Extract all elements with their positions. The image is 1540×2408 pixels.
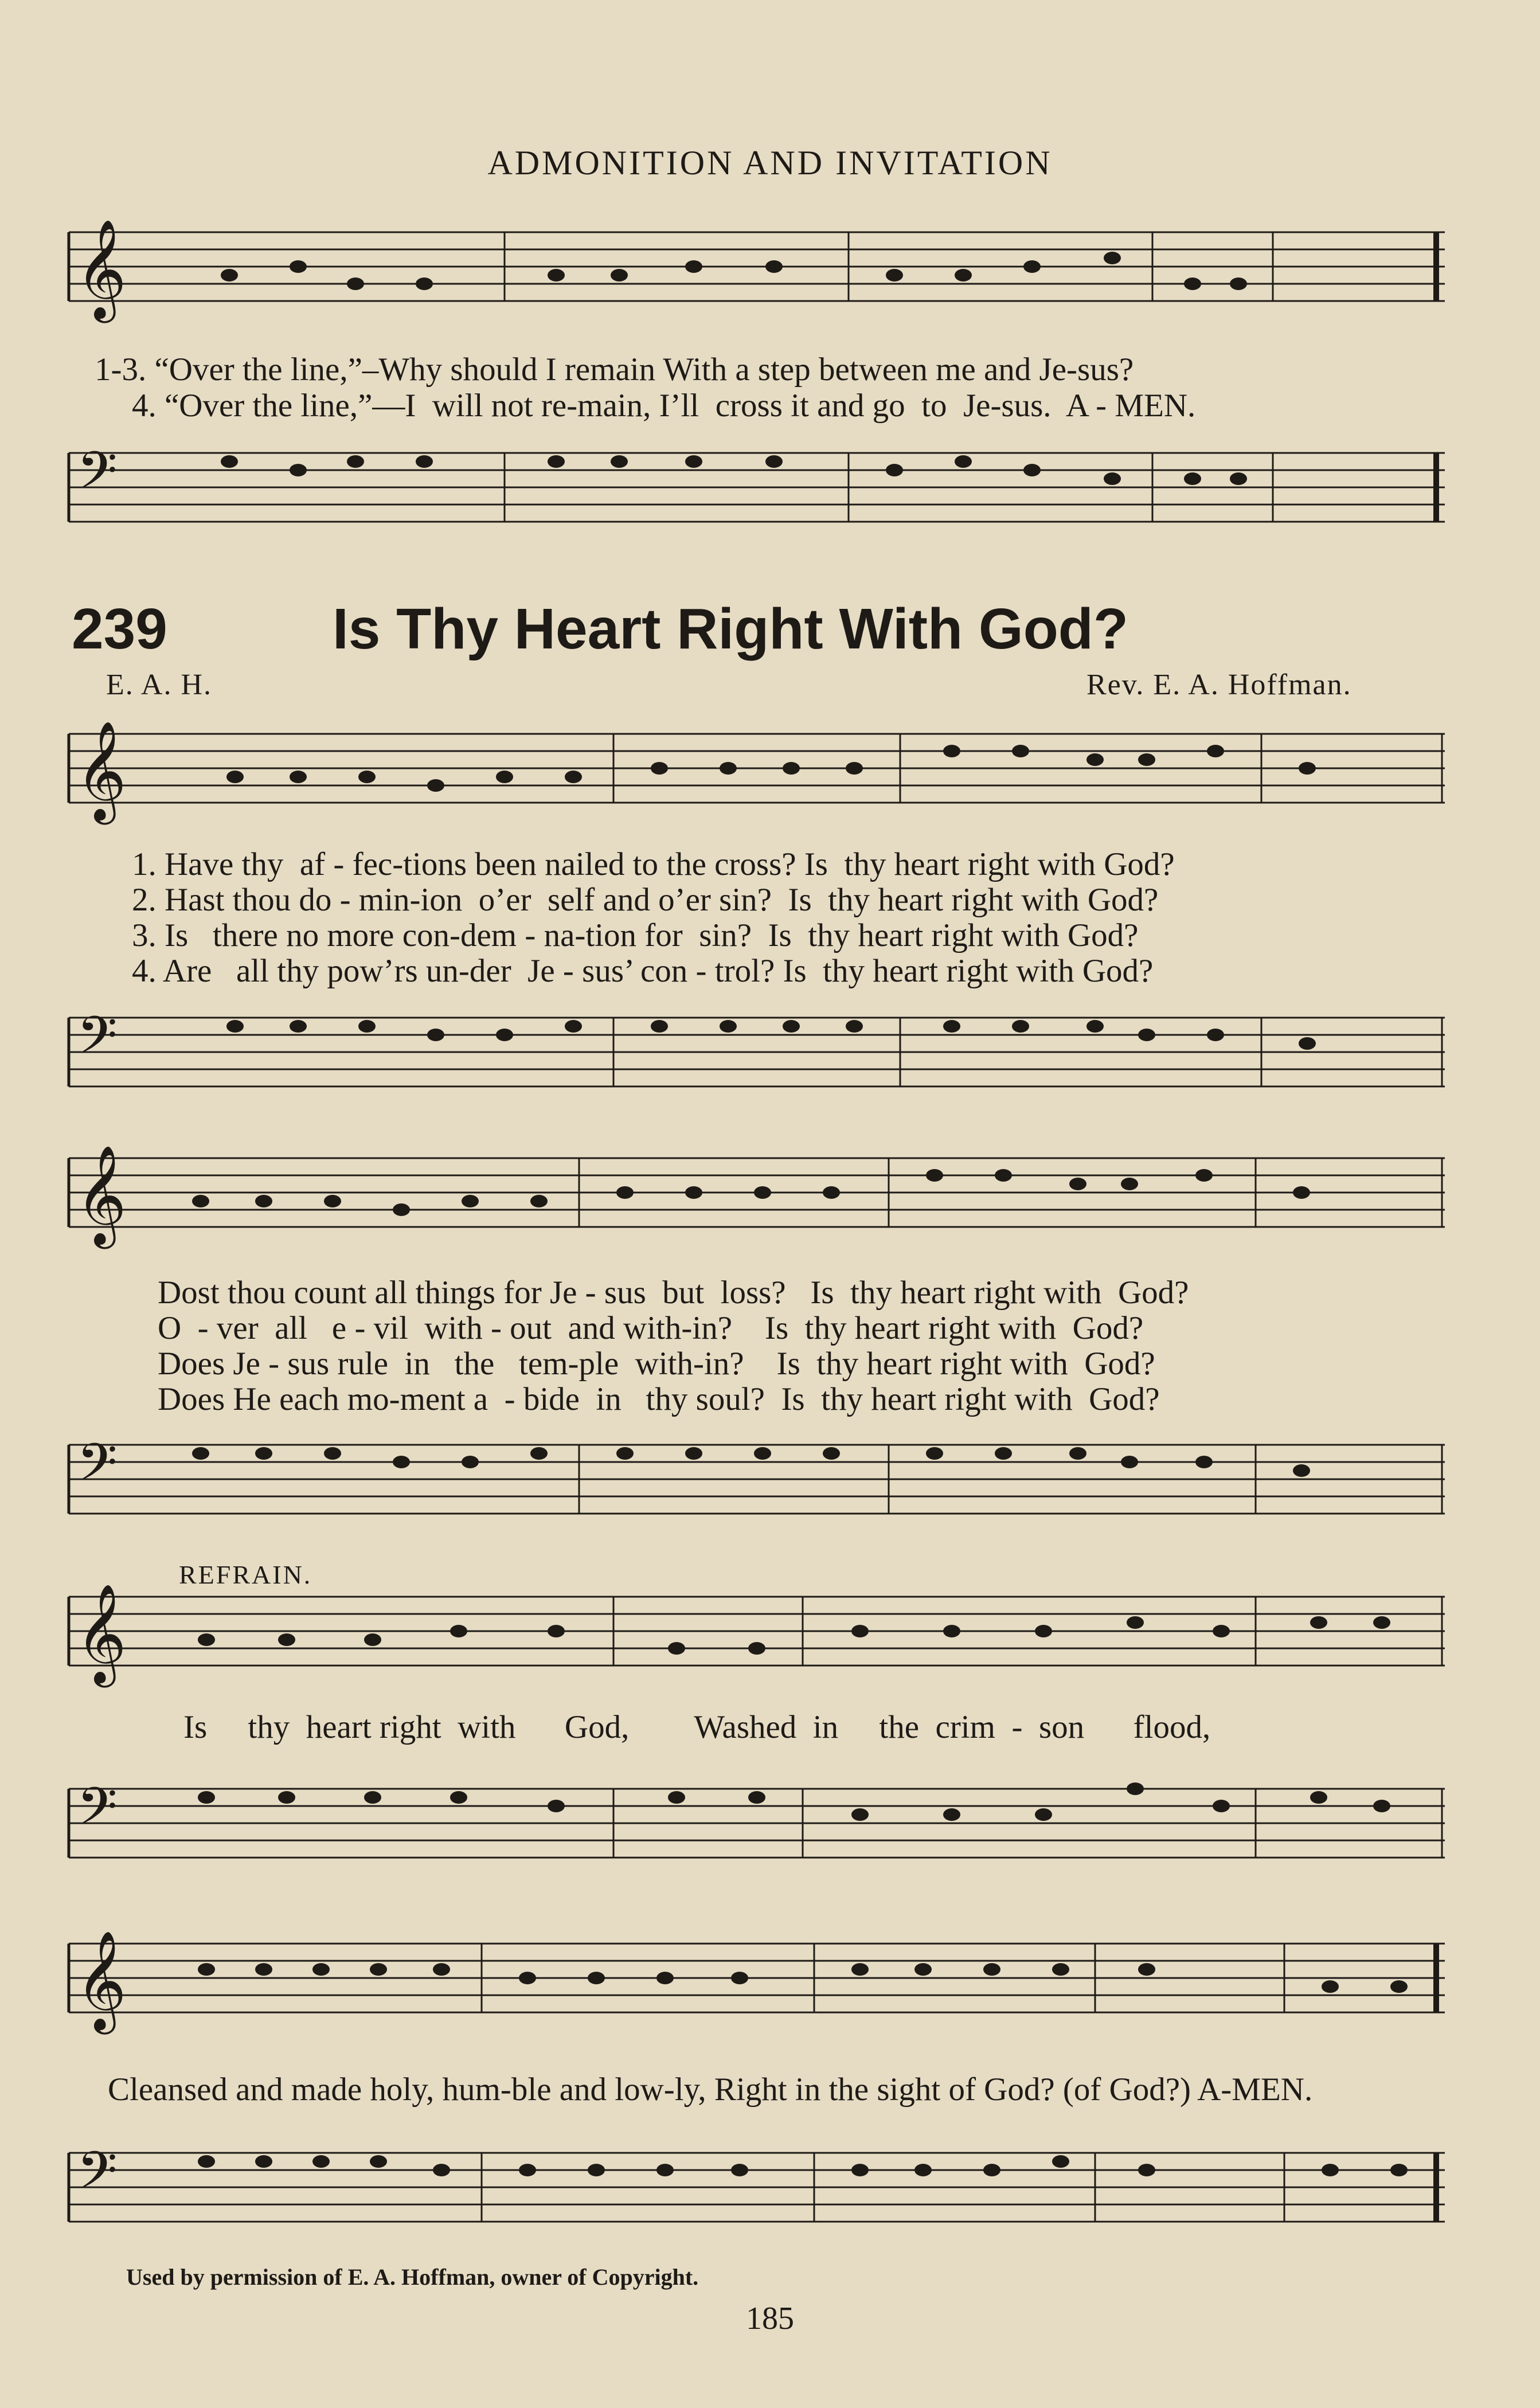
bass-staff-system-1 xyxy=(69,443,1445,550)
words-by: E. A. H. xyxy=(106,669,212,701)
treble-staff-system-1 xyxy=(69,222,1445,330)
svg-text:𝄞: 𝄞 xyxy=(76,1586,127,1682)
svg-text:𝄞: 𝄞 xyxy=(76,724,127,819)
verse-3-line-1: 3. Is there no more con-dem - na-tion for sin? Is thy heart right with God? xyxy=(132,917,1139,953)
treble-staff-system-4 xyxy=(69,1586,1445,1694)
svg-text:𝄞: 𝄞 xyxy=(76,222,127,317)
svg-text:𝄢: 𝄢 xyxy=(77,443,118,513)
refrain-lyric-line-2: Cleansed and made holy, hum-ble and low-ly, Right in the sight of God? (of God?) A-MEN. xyxy=(108,2071,1313,2108)
music-by: Rev. E. A. Hoffman. xyxy=(1086,669,1352,701)
verse-1-line-2: Dost thou count all things for Je - sus but loss? Is thy heart right with God? xyxy=(158,1275,1189,1311)
refrain-lyric-line-1: Is thy heart right with God, Washed in the crim - son flood, xyxy=(183,1709,1211,1745)
hymn-title: Is Thy Heart Right With God? xyxy=(333,597,1128,661)
treble-staff-system-2 xyxy=(69,724,1445,831)
bass-staff-system-5 xyxy=(69,2143,1445,2250)
verse-4-line-2: Does He each mo-ment a - bide in thy soul? Is thy heart right with God? xyxy=(158,1381,1160,1417)
verse-2-line-1: 2. Hast thou do - min-ion o’er self and o’er sin? Is thy heart right with God? xyxy=(132,882,1159,918)
verse-3-line-2: Does Je - sus rule in the tem-ple with-in? Is thy heart right with God? xyxy=(158,1346,1155,1382)
svg-text:𝄞: 𝄞 xyxy=(76,1933,127,2028)
svg-text:𝄢: 𝄢 xyxy=(77,1434,118,1504)
bass-staff-system-3 xyxy=(69,1434,1445,1542)
svg-text:𝄢: 𝄢 xyxy=(77,1778,118,1848)
section-header: ADMONITION AND INVITATION xyxy=(487,144,1053,182)
verse-1-line-1: 1. Have thy af - fec-tions been nailed to the cross? Is thy heart right with God? xyxy=(132,846,1175,882)
svg-text:𝄞: 𝄞 xyxy=(76,1148,127,1243)
svg-text:𝄢: 𝄢 xyxy=(77,1007,118,1077)
hymn-number: 239 xyxy=(72,597,167,661)
verse-4-line-1: 4. Are all thy pow’rs un-der Je - sus’ con - trol? Is thy heart right with God? xyxy=(132,953,1154,989)
treble-staff-system-5 xyxy=(69,1933,1445,2041)
refrain-label: REFRAIN. xyxy=(179,1560,312,1589)
treble-staff-system-3 xyxy=(69,1148,1445,1256)
copyright-notice: Used by permission of E. A. Hoffman, owner of Copyright. xyxy=(126,2264,699,2290)
verse-2-line-2: O - ver all e - vil with - out and with-in? Is thy heart right with God? xyxy=(158,1310,1144,1346)
svg-text:𝄢: 𝄢 xyxy=(77,2143,118,2212)
lyric-line-prev-2: 4. “Over the line,”—I will not re-main, I’ll cross it and go to Je-sus. A - MEN. xyxy=(132,388,1196,424)
bass-staff-system-4 xyxy=(69,1778,1445,1886)
lyric-line-prev-1: 1-3. “Over the line,”–Why should I remain With a step between me and Je-sus? xyxy=(95,351,1134,388)
bass-staff-system-2 xyxy=(69,1007,1445,1115)
page-number: 185 xyxy=(746,2301,794,2336)
